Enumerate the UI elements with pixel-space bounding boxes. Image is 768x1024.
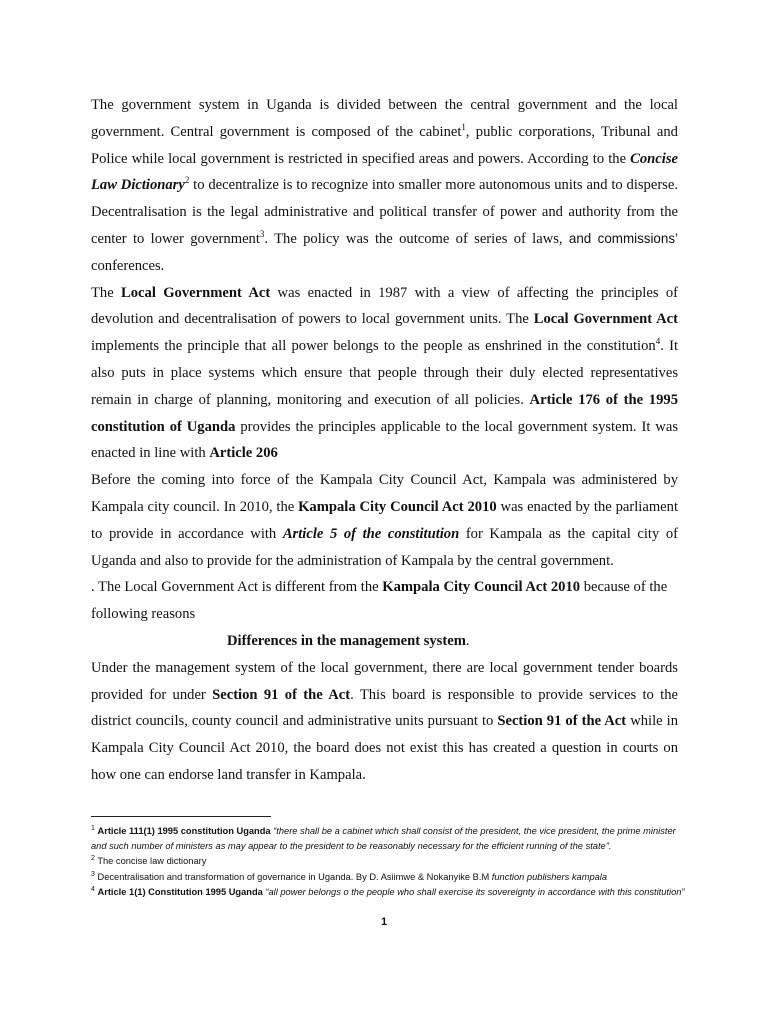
- footnote-publisher: function publishers kampala: [491, 871, 608, 882]
- paragraph-text: . It also puts in place systems which ensure that people through their duly elected representatives remain in charge of planning, monitoring and execution of all policies.: [91, 338, 678, 408]
- paragraph-text: The government system in Uganda is divided between the central government and the local government. Central government is composed of the cabinet: [91, 97, 678, 140]
- paragraph-text: The: [91, 284, 122, 301]
- paragraph-1: [91, 92, 678, 280]
- act-reference: Kampala City Council Act 2010: [298, 498, 497, 515]
- paragraph-text: while in Kampala City Council Act 2010, the board does not exist this has created a question in courts on how one can endorse land transfer in Kampala.: [91, 713, 678, 783]
- paragraph-text: Before the coming into force of the Kampala City Council Act, Kampala was administered by Kampala city council. In 2010, the: [91, 472, 678, 515]
- footnote-number: 4: [91, 885, 95, 893]
- act-reference: Local Government Act: [121, 284, 271, 301]
- paragraph-text: and commissions’: [568, 230, 678, 246]
- paragraph-4: [91, 574, 678, 628]
- paragraph-text: implements the principle that all power belongs to the people as enshrined in the constitution: [91, 338, 656, 355]
- footnote-3: [91, 870, 691, 885]
- footnote-number: 3: [91, 870, 95, 878]
- paragraph-text: conferences.: [91, 257, 165, 274]
- paragraph-3: [91, 467, 678, 574]
- page-number: 1: [380, 916, 388, 928]
- footnote-citation: Article 1(1) Constitution 1995 Uganda: [97, 886, 263, 897]
- paragraph-5: [91, 655, 678, 789]
- footnote-ref-1: 1: [461, 121, 466, 132]
- section-heading-period: .: [465, 632, 470, 649]
- paragraph-text: to decentralize is to recognize into smaller more autonomous units and to disperse. Decentralisation is the legal administrative and political transfer of power and authority from the center to lower government: [91, 177, 678, 247]
- footnote-text: Decentralisation and transformation of governance in Uganda. By D. Asiimwe & Nokanyike B.M: [97, 871, 492, 882]
- paragraph-text: for Kampala as the capital city of Uganda and also to provide for the administration of Kampala by the central government.: [91, 525, 678, 569]
- paragraph-text: Under the management system of the local government, there are local government tender boards provided for under: [91, 659, 678, 703]
- paragraph-text: , public corporations, Tribunal and Police while local government is restricted in specified areas and powers. According to the: [91, 123, 678, 167]
- article-reference: Article 206: [209, 445, 278, 462]
- section-heading: [91, 628, 678, 655]
- footnotes: [91, 824, 691, 900]
- footnote-text: The concise law dictionary: [97, 856, 207, 867]
- article-reference: Article 176 of the 1995 constitution of Uganda: [91, 391, 678, 435]
- footnote-1: [91, 824, 691, 854]
- section-reference: Section 91 of the Act: [497, 713, 627, 730]
- paragraph-text: because of the following reasons: [91, 579, 668, 623]
- paragraph-text: . The Local Government Act is different from the: [91, 579, 383, 596]
- dictionary-title: Concise Law Dictionary: [91, 150, 678, 194]
- paragraph-text: was enacted in 1987 with a view of affecting the principles of devolution and decentralisation of powers to local government units. The: [91, 284, 678, 328]
- footnote-number: 2: [91, 855, 95, 863]
- footnote-2: [91, 854, 691, 869]
- act-reference: Kampala City Council Act 2010: [382, 579, 581, 596]
- footnote-ref-4: 4: [655, 336, 661, 347]
- act-reference: Local Government Act: [533, 311, 679, 328]
- footnote-ref-3: 3: [259, 229, 265, 240]
- paragraph-2: [91, 280, 678, 468]
- footnote-ref-2: 2: [184, 175, 190, 186]
- footnote-quote: “there shall be a cabinet which shall consist of the president, the vice president, the prime minister and such number of ministers as may appear to the president to be reasonably necessary for the efficient running of the state”.: [91, 826, 676, 852]
- footnote-quote: “all power belongs o the people who shall exercise its sovereignty in accordance with this constitution”: [265, 886, 685, 897]
- footnote-citation: Article 111(1) 1995 constitution Uganda: [97, 826, 271, 836]
- section-reference: Section 91 of the Act: [212, 686, 351, 703]
- paragraph-text: . This board is responsible to provide services to the district councils, county council and administrative units pursuant to: [91, 686, 678, 730]
- section-heading-text: Differences in the management system: [227, 632, 466, 649]
- footnote-number: 1: [91, 824, 95, 832]
- article-reference: Article 5 of the constitution: [282, 525, 460, 542]
- paragraph-text: . The policy was the outcome of series of laws,: [264, 230, 569, 247]
- footnote-4: [91, 885, 691, 900]
- paragraph-text: was enacted by the parliament to provide in accordance with: [91, 498, 678, 542]
- body-text: [91, 92, 678, 789]
- footnote-divider: [91, 816, 271, 817]
- paragraph-text: provides the principles applicable to the local government system. It was enacted in line with: [91, 418, 679, 462]
